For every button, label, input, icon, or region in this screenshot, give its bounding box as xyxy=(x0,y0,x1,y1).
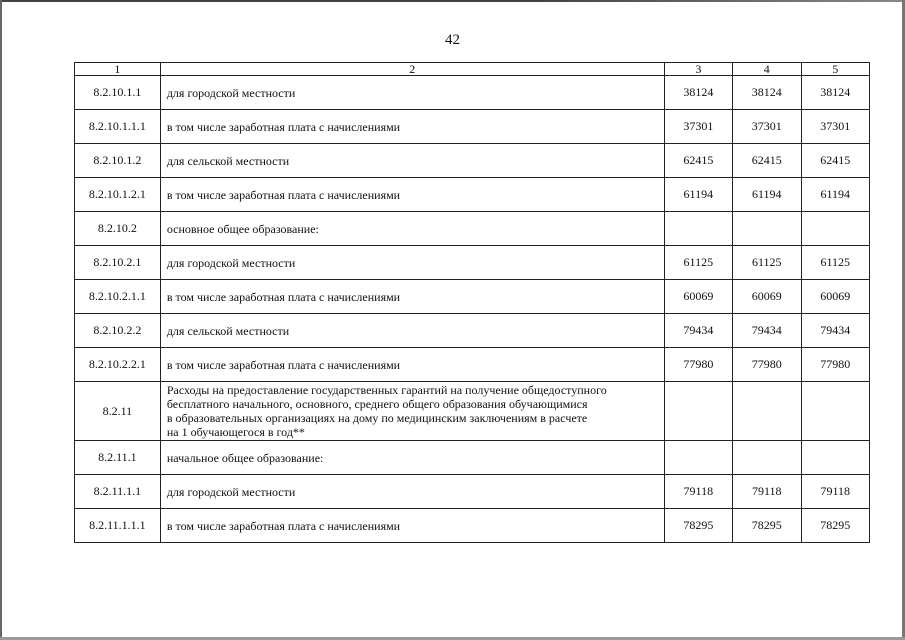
row-value-col4 xyxy=(733,382,801,441)
table-row xyxy=(75,441,870,475)
row-value-col5: 60069 xyxy=(801,280,870,314)
row-description: для городской местности xyxy=(160,76,664,110)
row-value-col4: 79118 xyxy=(733,475,801,509)
row-value-col5: 78295 xyxy=(801,509,870,543)
table-row xyxy=(75,246,870,280)
row-description: в том числе заработная плата с начислениями xyxy=(160,280,664,314)
header-cell-1: 1 xyxy=(75,63,161,76)
table-row xyxy=(75,509,870,543)
row-value-col3: 61125 xyxy=(664,246,732,280)
row-value-col3: 60069 xyxy=(664,280,732,314)
row-code: 8.2.10.2 xyxy=(75,212,161,246)
row-value-col4 xyxy=(733,212,801,246)
scan-border-top xyxy=(0,0,905,2)
data-table xyxy=(74,62,870,543)
row-value-col5: 61194 xyxy=(801,178,870,212)
row-value-col4: 62415 xyxy=(733,144,801,178)
row-code: 8.2.11.1 xyxy=(75,441,161,475)
row-value-col4: 38124 xyxy=(733,76,801,110)
row-description: для сельской местности xyxy=(160,144,664,178)
row-value-col5: 38124 xyxy=(801,76,870,110)
row-value-col5 xyxy=(801,212,870,246)
row-value-col3: 79118 xyxy=(664,475,732,509)
header-cell-3: 3 xyxy=(664,63,732,76)
row-description: для городской местности xyxy=(160,475,664,509)
header-cell-5: 5 xyxy=(801,63,870,76)
row-value-col4: 61125 xyxy=(733,246,801,280)
row-code: 8.2.10.2.1.1 xyxy=(75,280,161,314)
header-cell-4: 4 xyxy=(733,63,801,76)
row-value-col4: 79434 xyxy=(733,314,801,348)
row-code: 8.2.11.1.1 xyxy=(75,475,161,509)
table-row xyxy=(75,76,870,110)
row-value-col3: 61194 xyxy=(664,178,732,212)
table-row xyxy=(75,475,870,509)
row-code: 8.2.11.1.1.1 xyxy=(75,509,161,543)
table-row xyxy=(75,212,870,246)
scan-border-left xyxy=(0,0,2,640)
table-row xyxy=(75,144,870,178)
row-description: в том числе заработная плата с начислениями xyxy=(160,178,664,212)
row-description: в том числе заработная плата с начислениями xyxy=(160,348,664,382)
header-cell-2: 2 xyxy=(160,63,664,76)
row-code: 8.2.10.1.1 xyxy=(75,76,161,110)
row-description: Расходы на предоставление государственных гарантий на получение общедоступного бесплатного начального, основного, среднего общего образования обучающимися в образовательных организациях на дому по медицинским заключениям в расчете на 1 обучающегося в год** xyxy=(160,382,664,441)
table-row xyxy=(75,348,870,382)
row-code: 8.2.10.1.1.1 xyxy=(75,110,161,144)
row-value-col3: 62415 xyxy=(664,144,732,178)
row-code: 8.2.10.1.2.1 xyxy=(75,178,161,212)
table-row xyxy=(75,280,870,314)
table-row xyxy=(75,314,870,348)
table-header-row xyxy=(75,63,870,76)
table-row xyxy=(75,178,870,212)
row-value-col3 xyxy=(664,212,732,246)
page-number: 42 xyxy=(445,32,460,48)
row-value-col4 xyxy=(733,441,801,475)
row-code: 8.2.10.2.2 xyxy=(75,314,161,348)
row-description: основное общее образование: xyxy=(160,212,664,246)
row-description: для сельской местности xyxy=(160,314,664,348)
row-value-col3 xyxy=(664,382,732,441)
row-description: для городской местности xyxy=(160,246,664,280)
row-value-col4: 61194 xyxy=(733,178,801,212)
row-value-col4: 78295 xyxy=(733,509,801,543)
row-description: начальное общее образование: xyxy=(160,441,664,475)
row-description: в том числе заработная плата с начислениями xyxy=(160,509,664,543)
row-value-col5 xyxy=(801,441,870,475)
row-value-col5: 77980 xyxy=(801,348,870,382)
row-value-col3 xyxy=(664,441,732,475)
row-value-col5: 61125 xyxy=(801,246,870,280)
table-row xyxy=(75,382,870,441)
row-value-col3: 78295 xyxy=(664,509,732,543)
row-code: 8.2.11 xyxy=(75,382,161,441)
row-description: в том числе заработная плата с начислениями xyxy=(160,110,664,144)
row-value-col5: 62415 xyxy=(801,144,870,178)
row-value-col4: 60069 xyxy=(733,280,801,314)
row-value-col5: 79118 xyxy=(801,475,870,509)
row-code: 8.2.10.1.2 xyxy=(75,144,161,178)
row-value-col3: 79434 xyxy=(664,314,732,348)
row-value-col5: 37301 xyxy=(801,110,870,144)
row-value-col5: 79434 xyxy=(801,314,870,348)
row-value-col4: 77980 xyxy=(733,348,801,382)
row-code: 8.2.10.2.1 xyxy=(75,246,161,280)
row-value-col3: 77980 xyxy=(664,348,732,382)
row-value-col3: 38124 xyxy=(664,76,732,110)
table-row xyxy=(75,110,870,144)
row-code: 8.2.10.2.2.1 xyxy=(75,348,161,382)
row-value-col3: 37301 xyxy=(664,110,732,144)
row-value-col4: 37301 xyxy=(733,110,801,144)
row-value-col5 xyxy=(801,382,870,441)
